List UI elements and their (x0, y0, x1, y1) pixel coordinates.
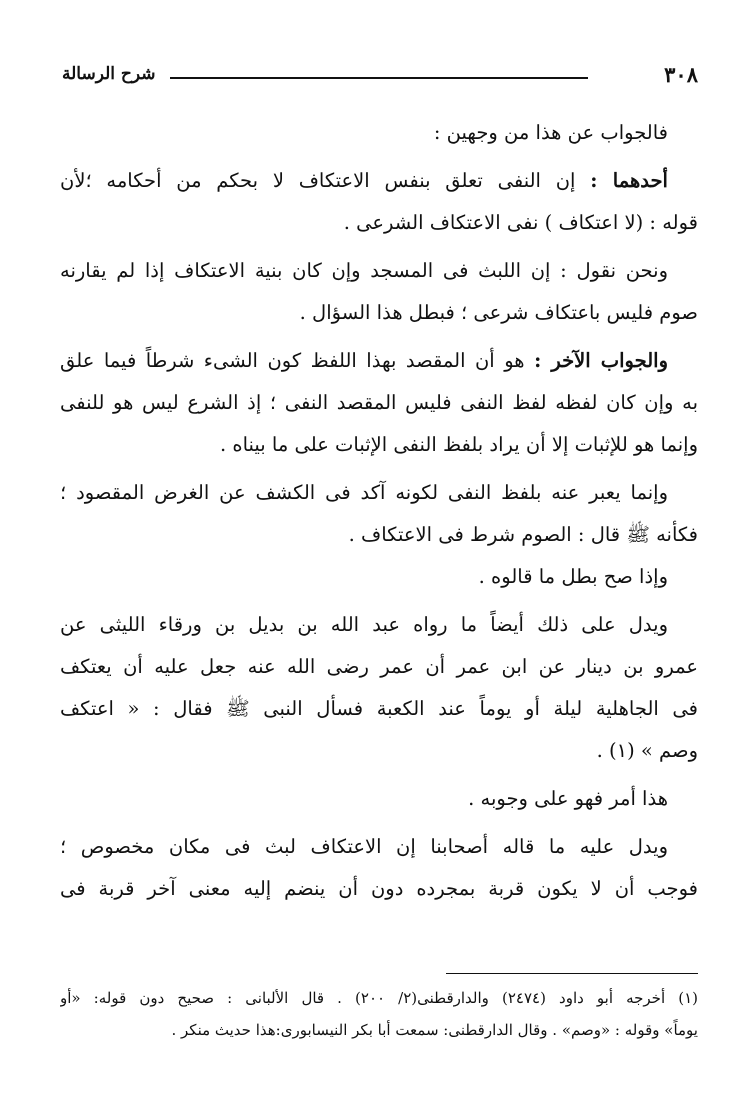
paragraph-line: فى الجاهلية ليلة أو يوماً عند الكعبة فسأل النبى ﷺ فقال : « اعتكف (60, 697, 698, 720)
body-text (60, 112, 698, 910)
footnotes (60, 982, 698, 1046)
paragraph-line (60, 160, 698, 202)
page-number: ٣٠٨ (664, 62, 698, 87)
paragraph-line: ونحن نقول : إن اللبث فى المسجد وإن كان بنية الاعتكاف إذا لم يقارنه (60, 259, 668, 282)
paragraph-line: وإنما هو للإثبات إلا أن يراد بلفظ النفى الإثبات على ما بيناه . (219, 433, 698, 456)
paragraph-text: إن النفى تعلق بنفس الاعتكاف لا بحكم من أحكامه ؛لأن (60, 169, 576, 192)
paragraph-line: عمرو بن دينار عن ابن عمر أن عمر رضى الله عنه جعل عليه أن يعتكف (60, 655, 698, 678)
footnote-rule (446, 973, 698, 974)
paragraph-line: قوله : (لا اعتكاف ) نفى الاعتكاف الشرعى . (343, 211, 698, 234)
paragraph-line: فالجواب عن هذا من وجهين : (433, 121, 668, 144)
paragraph-line: صوم فليس باعتكاف شرعى ؛ فبطل هذا السؤال . (299, 301, 698, 324)
paragraph-line: وإنما يعبر عنه بلفظ النفى لكونه آكد فى الكشف عن الغرض المقصود ؛ (60, 481, 668, 504)
header-rule (170, 77, 588, 79)
footnote-line: (١) أخرجه أبو داود (٢٤٧٤) والدارقطنى(٢/ ٢٠٠) . قال الألبانى : صحيح دون قوله: «أو (60, 989, 698, 1007)
paragraph-line: هذا أمر فهو على وجوبه . (468, 787, 668, 810)
paragraph-line: ويدل على ذلك أيضاً ما رواه عبد الله بن بديل بن ورقاء الليثى عن (60, 613, 668, 636)
paragraph-line: فوجب أن لا يكون قربة بمجرده دون أن ينضم إليه معنى آخر قربة فى (60, 877, 698, 900)
running-title: شرح الرسالة (62, 64, 156, 84)
footnote-line: يوماً» وقوله : «وصم» . وقال الدارقطنى: سمعت أبا بكر النيسابورى:هذا حديث منكر . (171, 1021, 698, 1039)
paragraph-line: وإذا صح بطل ما قالوه . (478, 565, 668, 588)
paragraph-line: فكأنه ﷺ قال : الصوم شرط فى الاعتكاف . (348, 523, 698, 546)
page-header (62, 62, 698, 92)
paragraph-line: ويدل عليه ما قاله أصحابنا إن الاعتكاف لبث فى مكان مخصوص ؛ (60, 835, 668, 858)
paragraph-line (60, 340, 698, 382)
paragraph-line: وصم » (١) . (596, 739, 698, 762)
paragraph-lead: أحدهما : (590, 169, 668, 192)
paragraph-lead: والجواب الآخر : (534, 349, 668, 372)
paragraph-text: هو أن المقصد بهذا اللفظ كون الشىء شرطاً فيما علق (60, 349, 525, 372)
paragraph-line: به وإن كان لفظه لفظ النفى فليس المقصد النفى ؛ إذ الشرع ليس هو للنفى (60, 391, 698, 414)
